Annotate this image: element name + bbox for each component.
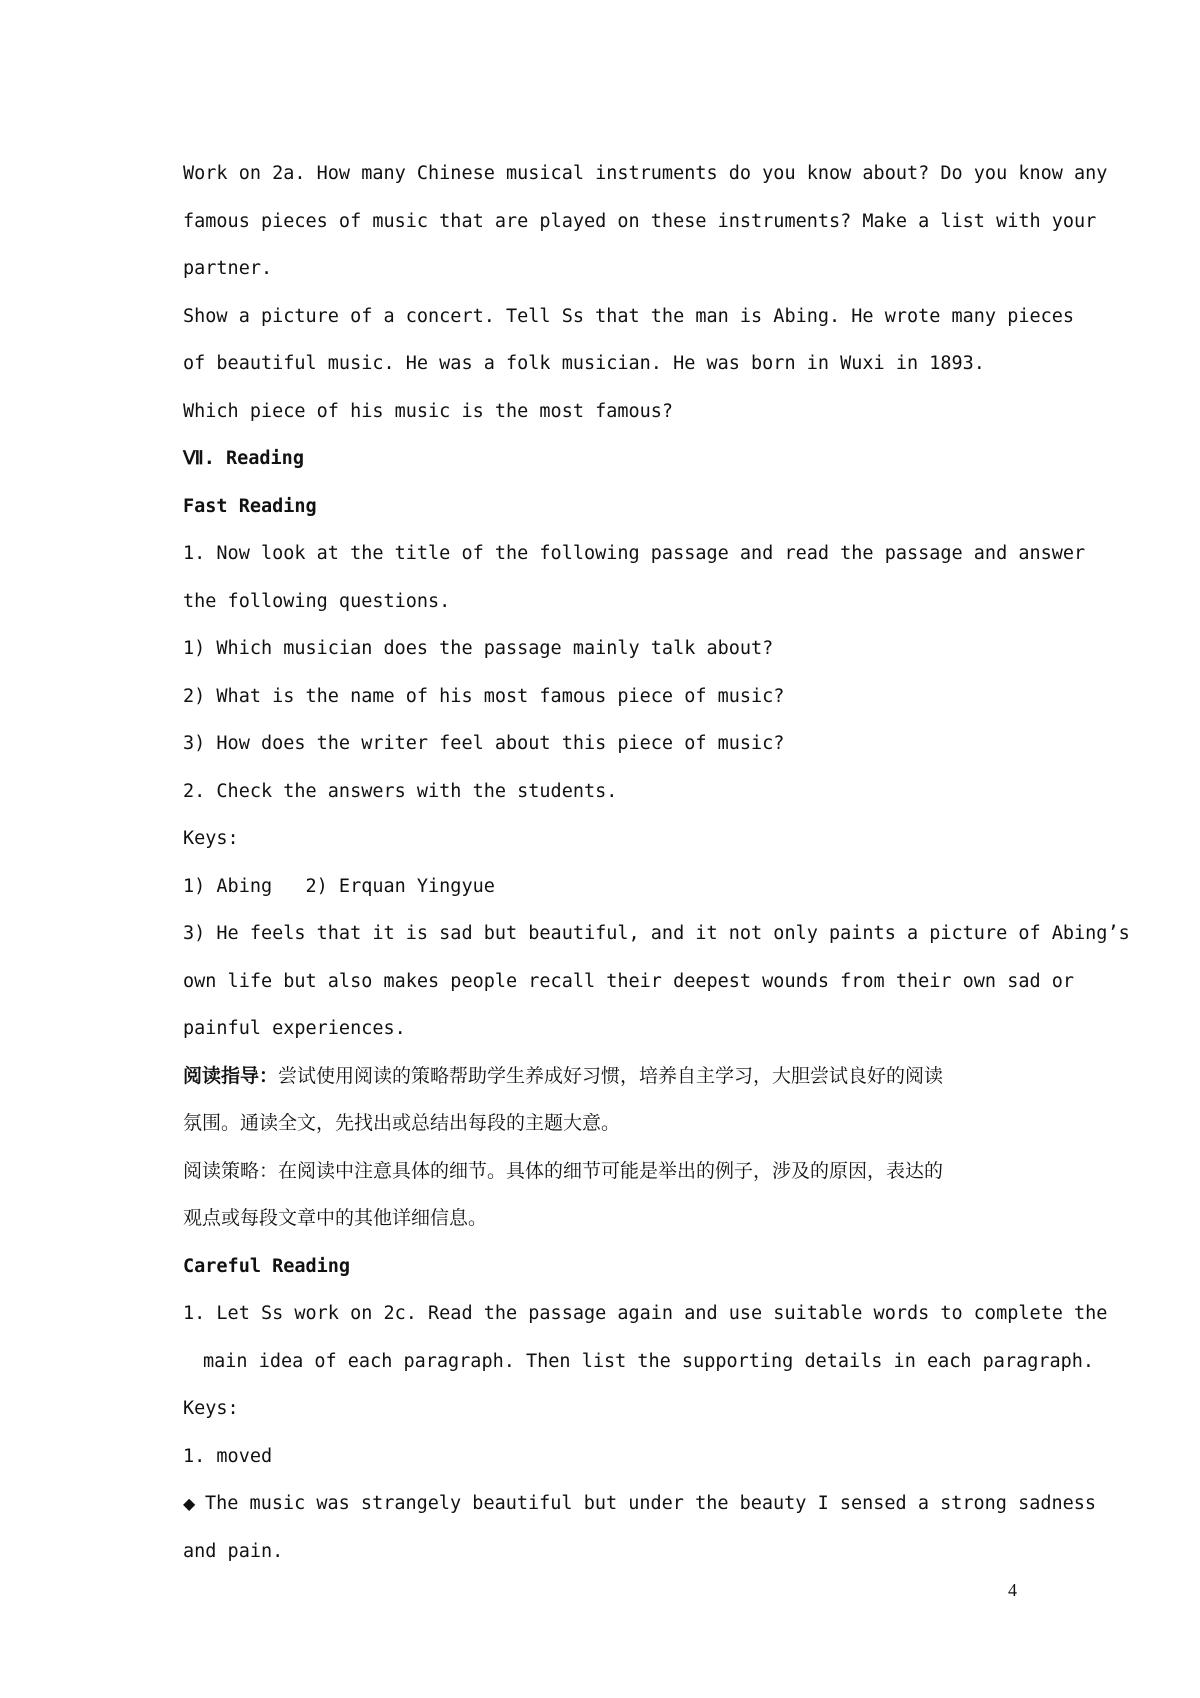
answer-line: 3) He feels that it is sad but beautiful, and it not only paints a picture of Abing’s	[183, 923, 1130, 944]
text-line: 1. Let Ss work on 2c. Read the passage again and use suitable words to complete the	[183, 1303, 1108, 1324]
diamond-bullet-icon: ◆	[183, 1494, 196, 1513]
answer-line: 1) Abing 2) Erquan Yingyue	[183, 875, 495, 897]
text-line: Which piece of his music is the most famous?	[183, 400, 674, 422]
document-page	[183, 150, 1130, 1575]
reading-strategy-line: 阅读策略：在阅读中注意具体的细节。具体的细节可能是举出的例子，涉及的原因，表达的	[183, 1159, 944, 1182]
keys-label: Keys:	[183, 1398, 239, 1419]
text-line: 1. Now look at the title of the following passage and read the passage and answer	[183, 543, 1086, 564]
text-line: Show a picture of a concert. Tell Ss that the man is Abing. He wrote many pieces	[183, 305, 1075, 327]
keys-label: Keys:	[183, 828, 239, 849]
question-item: 2) What is the name of his most famous piece of music?	[183, 685, 785, 707]
reading-guide-line: 氛围。通读全文，先找出或总结出每段的主题大意。	[183, 1112, 621, 1134]
text-line: main idea of each paragraph. Then list the supporting details in each paragraph.	[203, 1350, 1095, 1372]
question-item: 1) Which musician does the passage mainly talk about?	[183, 638, 774, 659]
text-line: partner.	[183, 258, 273, 279]
text-line: and pain.	[183, 1540, 284, 1562]
text-line: famous pieces of music that are played on these instruments? Make a list with your	[183, 210, 1097, 232]
text-line: Work on 2a. How many Chinese musical instruments do you know about? Do you know any	[183, 163, 1108, 184]
bullet-item	[183, 1480, 1097, 1528]
text-line: the following questions.	[183, 590, 451, 612]
answer-line: own life but also makes people recall their deepest wounds from their own sad or	[183, 970, 1075, 992]
subsection-heading: Careful Reading	[183, 1255, 351, 1277]
question-item: 3) How does the writer feel about this piece of music?	[183, 733, 785, 754]
section-heading: Ⅶ. Reading	[183, 448, 304, 469]
page-number: 4	[1008, 1580, 1017, 1600]
reading-guide-label: 阅读指导：	[183, 1064, 279, 1087]
bullet-text: The music was strangely beautiful but under the beauty I sensed a strong sadness	[205, 1493, 1097, 1514]
reading-guide-line	[183, 1053, 1029, 1101]
answer-line: 1. moved	[183, 1445, 273, 1467]
answer-line: painful experiences.	[183, 1018, 406, 1039]
reading-strategy-line: 观点或每段文章中的其他详细信息。	[183, 1207, 488, 1229]
text-line: 2. Check the answers with the students.	[183, 780, 618, 802]
reading-guide-text: 尝试使用阅读的策略帮助学生养成好习惯，培养自主学习，大胆尝试良好的阅读	[278, 1064, 944, 1087]
text-line: of beautiful music. He was a folk musician. He was born in Wuxi in 1893.	[183, 353, 985, 374]
subsection-heading: Fast Reading	[183, 495, 317, 517]
